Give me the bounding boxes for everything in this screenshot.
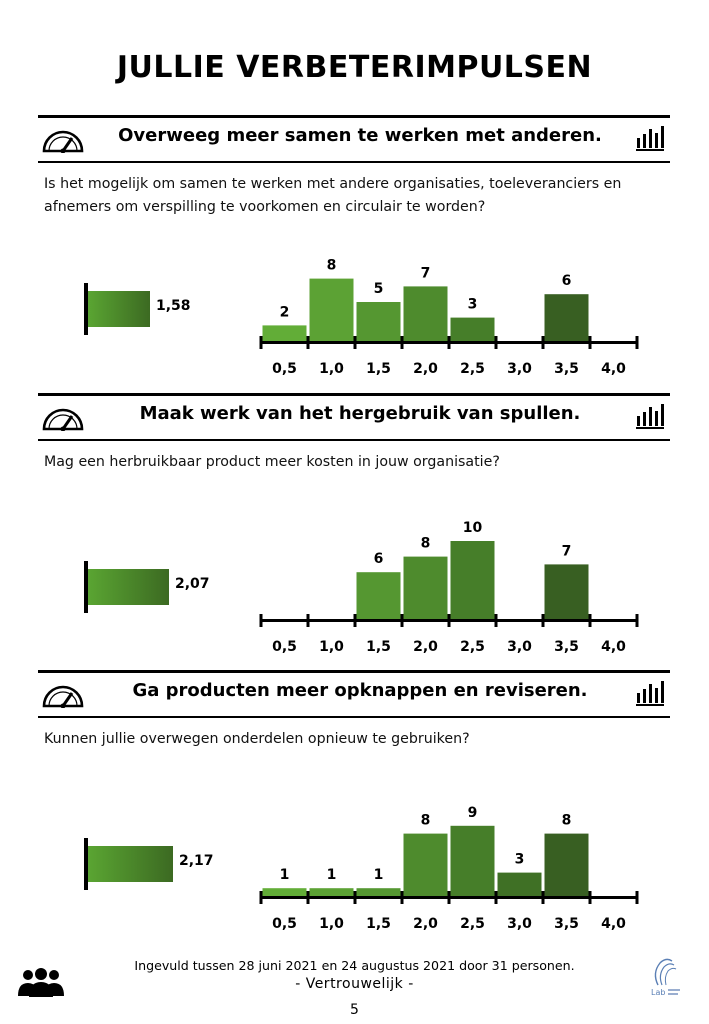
page-title: JULLIE VERBETERIMPULSEN: [116, 50, 593, 85]
average-score: [84, 561, 224, 613]
histogram-bar: [263, 888, 307, 896]
x-tick-label: 2,0: [413, 361, 438, 377]
gauge-icon: [41, 403, 85, 431]
x-tick-label: 1,5: [366, 916, 391, 932]
question-text: Kunnen jullie overwegen onderdelen opnieuw te gebruiken?: [44, 731, 470, 747]
bar-value-label: 6: [373, 551, 384, 568]
section-title: Maak werk van het hergebruik van spullen.: [139, 403, 581, 424]
x-tick-label: 4,0: [601, 639, 626, 655]
header-rule-bottom: [38, 161, 670, 163]
distribution-chart: [255, 798, 655, 938]
section-opknappen: [0, 670, 709, 950]
histogram-bar: [451, 826, 495, 896]
x-tick-label: 0,5: [272, 639, 297, 655]
bar-value-label: 2: [279, 304, 290, 321]
x-tick-label: 2,0: [413, 639, 438, 655]
average-value: 2,17: [179, 853, 214, 869]
histogram-bar: [263, 325, 307, 341]
x-tick-label: 3,5: [554, 916, 579, 932]
bar-value-label: 8: [420, 812, 431, 829]
header-rule-bottom: [38, 439, 670, 441]
histogram-bar: [498, 873, 542, 896]
x-tick-label: 4,0: [601, 916, 626, 932]
histogram-bar: [404, 834, 448, 896]
bar-value-label: 1: [373, 867, 384, 884]
bar-value-label: 8: [326, 257, 337, 274]
bar-chart-icon: [636, 124, 664, 152]
x-tick-label: 1,0: [319, 639, 344, 655]
bar-value-label: 7: [561, 543, 572, 560]
average-bar: [88, 569, 169, 605]
average-score: [84, 838, 224, 890]
bar-value-label: 10: [462, 521, 483, 536]
confidential-label: - Vertrouwelijk -: [295, 976, 414, 992]
average-score: [84, 283, 224, 335]
x-tick-label: 2,0: [413, 916, 438, 932]
bar-value-label: 7: [420, 265, 431, 282]
bar-value-label: 1: [326, 867, 337, 884]
x-tick-label: 1,5: [366, 361, 391, 377]
x-tick-label: 4,0: [601, 361, 626, 377]
x-tick-label: 0,5: [272, 361, 297, 377]
x-tick-label: 3,5: [554, 639, 579, 655]
page-number: 5: [350, 1002, 359, 1018]
gauge-icon: [41, 680, 85, 708]
histogram-svg: [255, 798, 655, 916]
header-rule-bottom: [38, 716, 670, 718]
question-text: Is het mogelijk om samen te werken met andere organisaties, toeleveranciers en afnemers om verspilling te voorkomen en circulair te worden?: [44, 176, 622, 215]
x-tick-label: 2,5: [460, 361, 485, 377]
histogram-bar: [545, 834, 589, 896]
x-tick-label: 0,5: [272, 916, 297, 932]
header-rule-top: [38, 115, 670, 118]
x-tick-label: 1,0: [319, 361, 344, 377]
x-tick-label: 3,5: [554, 361, 579, 377]
average-value: 1,58: [156, 298, 191, 314]
bar-value-label: 3: [514, 851, 525, 868]
average-bar: [88, 846, 173, 882]
bar-value-label: 9: [467, 804, 478, 821]
logo-text: Lab: [651, 988, 666, 997]
x-tick-label: 3,0: [507, 639, 532, 655]
filled-in-note: Ingevuld tussen 28 juni 2021 en 24 augustus 2021 door 31 personen.: [134, 958, 575, 973]
x-tick-label: 2,5: [460, 639, 485, 655]
lab-logo: [648, 955, 684, 999]
average-value: 2,07: [175, 576, 210, 592]
distribution-chart: [255, 243, 655, 383]
x-tick-label: 1,5: [366, 639, 391, 655]
histogram-bar: [404, 286, 448, 341]
section-samenwerken: [0, 115, 709, 395]
question-text: Mag een herbruikbaar product meer kosten in jouw organisatie?: [44, 454, 500, 470]
average-bar: [88, 291, 150, 327]
bar-value-label: 5: [373, 281, 384, 297]
histogram-svg: [255, 521, 655, 639]
histogram-bar: [545, 564, 589, 619]
histogram-bar: [357, 572, 401, 619]
histogram-bar: [451, 318, 495, 341]
histogram-bar: [451, 541, 495, 619]
distribution-chart: [255, 521, 655, 661]
bar-chart-icon: [636, 402, 664, 430]
bar-value-label: 8: [420, 535, 431, 552]
bar-chart-icon: [636, 679, 664, 707]
section-title: Ga producten meer opknappen en reviseren.: [132, 680, 588, 701]
header-rule-top: [38, 670, 670, 673]
histogram-bar: [310, 888, 354, 896]
bar-value-label: 3: [467, 296, 478, 313]
header-rule-top: [38, 393, 670, 396]
histogram-bar: [357, 302, 401, 341]
gauge-icon: [41, 125, 85, 153]
x-tick-label: 1,0: [319, 916, 344, 932]
x-tick-label: 3,0: [507, 361, 532, 377]
bar-value-label: 6: [561, 273, 572, 290]
section-title: Overweeg meer samen te werken met anderen.: [118, 125, 602, 146]
histogram-bar: [310, 279, 354, 341]
histogram-bar: [545, 294, 589, 341]
histogram-bar: [404, 557, 448, 619]
x-tick-label: 2,5: [460, 916, 485, 932]
x-tick-label: 3,0: [507, 916, 532, 932]
histogram-bar: [357, 888, 401, 896]
histogram-svg: [255, 243, 655, 361]
bar-value-label: 1: [279, 867, 290, 884]
bar-value-label: 8: [561, 812, 572, 829]
section-hergebruik: [0, 393, 709, 673]
